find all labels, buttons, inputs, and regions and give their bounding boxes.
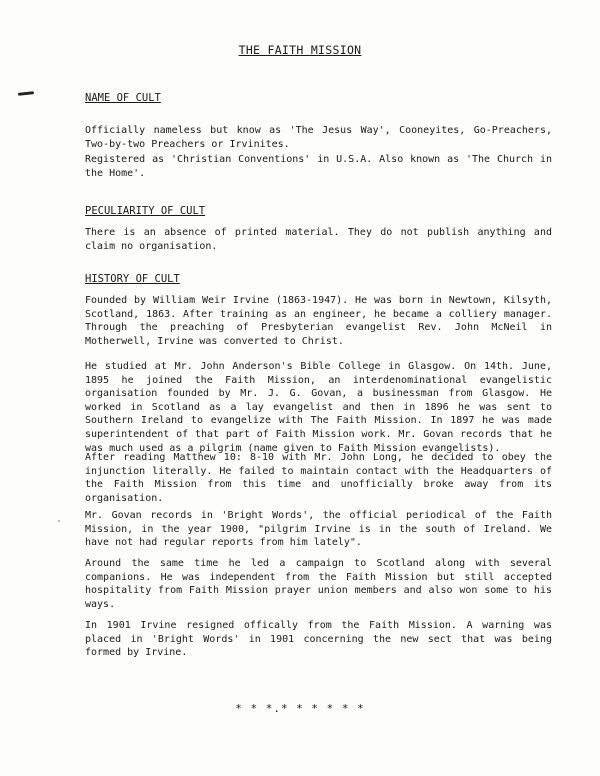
- section-end-stars: * * *.* * * * * *: [235, 702, 365, 715]
- paragraph-peculiarity-1: There is an absence of printed material. They do not publish anything and claim no organisation.: [85, 227, 552, 252]
- paragraph-name-1: Officially nameless but know as 'The Jesus Way', Cooneyites, Go-Preachers, Two-by-two Preachers or Irvinites.: [85, 125, 552, 150]
- margin-mark: [18, 91, 34, 96]
- document-title: THE FAITH MISSION: [238, 43, 362, 57]
- paragraph-history-1: Founded by William Weir Irvine (1863-1947). He was born in Newtown, Kilsyth, Scotland, 1863. After training as an engineer, he became a colliery manager. Through the preaching of Presbyterian evangelist Rev. John McNeil in Motherwell, Irvine was converted to Christ.: [85, 295, 552, 347]
- paragraph-history-6: In 1901 Irvine resigned offically from the Faith Mission. A warning was placed in 'Bright Words' in 1901 concerning the new sect that was being formed by Irvine.: [85, 620, 552, 659]
- heading-name-of-cult: NAME OF CULT: [85, 92, 161, 104]
- margin-speck: [58, 520, 60, 522]
- paragraph-name-2: Registered as 'Christian Conventions' in U.S.A. Also known as 'The Church in the Home'.: [85, 154, 552, 179]
- paragraph-history-5: Around the same time he led a campaign to Scotland along with several companions. He was independent from the Faith Mission but still accepted hospitality from Faith Mission prayer union members and also won some to his ways.: [85, 558, 552, 610]
- heading-peculiarity: PECULIARITY OF CULT: [85, 205, 206, 217]
- paragraph-history-4: Mr. Govan records in 'Bright Words', the official periodical of the Faith Mission, in the year 1900, "pilgrim Irvine is in the south of Ireland. We have not had regular reports from him lately".: [85, 510, 552, 549]
- paragraph-history-3: After reading Matthew 10: 8-10 with Mr. John Long, he decided to obey the injunction literally. He failed to maintain contact with the Headquarters of the Faith Mission from this time and unofficially broke away from its organisation.: [85, 452, 552, 504]
- paragraph-history-2: He studied at Mr. John Anderson's Bible College in Glasgow. On 14th. June, 1895 he joined the Faith Mission, an interdenominational evangelistic organisation founded by Mr. J. G. Govan, a businessman from Glasgow. He worked in Scotland as a lay evangelist and then in 1896 he was sent to Southern Ireland to evangelize with The Faith Mission. In 1897 he was made superintendent of that part of Faith Mission work. Mr. Govan records that he was much used as a pilgrim (name given to Faith Mission evangelists).: [85, 361, 552, 454]
- heading-history: HISTORY OF CULT: [85, 273, 180, 285]
